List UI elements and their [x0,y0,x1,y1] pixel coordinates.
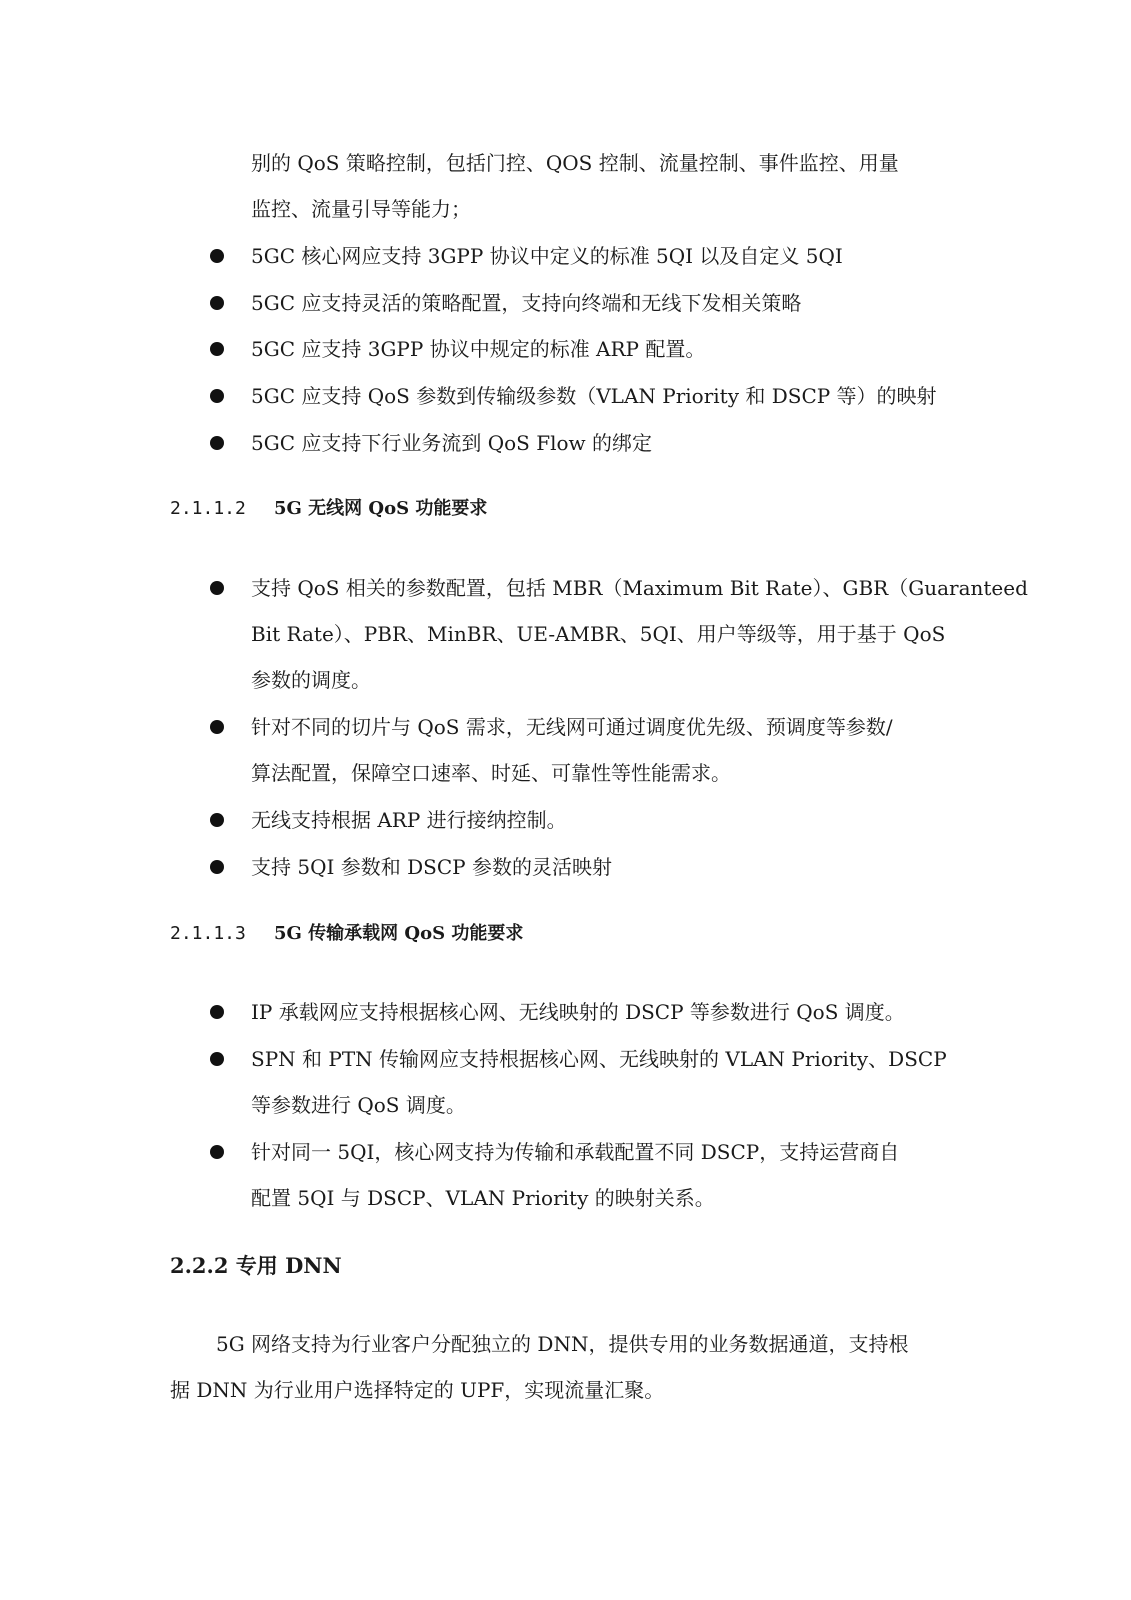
intro-line-1: 别的 QoS 策略控制，包括门控、QOS 控制、流量控制、事件监控、用量 [251,151,899,175]
bullet-icon [210,249,224,263]
section-number: 2.1.1.2 [170,498,246,519]
bullet-line: 针对不同的切片与 QoS 需求，无线网可通过调度优先级、预调度等参数/ [251,715,893,739]
dnn-paragraph [170,1321,970,1413]
bullet-line: 等参数进行 QoS 调度。 [251,1093,466,1117]
section-heading-2113 [170,919,523,949]
bullet-text: 5GC 核心网应支持 3GPP 协议中定义的标准 5QI 以及自定义 5QI [251,244,843,268]
core-bullet-1 [210,233,970,279]
intro-line-2: 监控、流量引导等能力； [251,197,471,221]
bullet-line: SPN 和 PTN 传输网应支持根据核心网、无线映射的 VLAN Priority、DSCP [251,1047,947,1071]
wireless-bullet-1 [210,565,1028,703]
transport-bullet-3 [210,1129,970,1221]
transport-bullet-1 [210,989,970,1035]
core-bullet-4 [210,373,970,419]
bullet-line: Bit Rate）、PBR、MinBR、UE-AMBR、5QI、用户等级等，用于基于 QoS [251,622,946,646]
section-title: 5G 传输承载网 QoS 功能要求 [274,923,524,944]
bullet-line: 配置 5QI 与 DSCP、VLAN Priority 的映射关系。 [251,1186,715,1210]
wireless-bullet-3 [210,797,970,843]
section-title: 5G 无线网 QoS 功能要求 [274,498,488,519]
core-bullet-2 [210,280,970,326]
wireless-bullet-2 [210,704,970,796]
bullet-line: 无线支持根据 ARP 进行接纳控制。 [251,808,567,832]
bullet-icon [210,342,224,356]
bullet-icon [210,813,224,827]
bullet-icon [210,436,224,450]
bullet-line: 支持 QoS 相关的参数配置，包括 MBR（Maximum Bit Rate）、GBR（Guaranteed [251,576,1028,600]
bullet-line: 参数的调度。 [251,668,371,692]
bullet-line: 支持 5QI 参数和 DSCP 参数的灵活映射 [251,855,612,879]
bullet-text: 5GC 应支持下行业务流到 QoS Flow 的绑定 [251,431,653,455]
bullet-line: 针对同一 5QI，核心网支持为传输和承载配置不同 DSCP，支持运营商自 [251,1140,900,1164]
bullet-text: 5GC 应支持 3GPP 协议中规定的标准 ARP 配置。 [251,337,706,361]
section-number: 2.1.1.3 [170,923,246,944]
bullet-icon [210,1052,224,1066]
bullet-icon [210,296,224,310]
bullet-line: 算法配置，保障空口速率、时延、可靠性等性能需求。 [251,761,731,785]
bullet-text: 5GC 应支持 QoS 参数到传输级参数（VLAN Priority 和 DSCP 等）的映射 [251,384,937,408]
transport-bullet-2 [210,1036,970,1128]
bullet-icon [210,389,224,403]
bullet-text: 5GC 应支持灵活的策略配置，支持向终端和无线下发相关策略 [251,291,802,315]
bullet-icon [210,1145,224,1159]
bullet-icon [210,720,224,734]
bullet-icon [210,581,224,595]
bullet-line: IP 承载网应支持根据核心网、无线映射的 DSCP 等参数进行 QoS 调度。 [251,1000,905,1024]
wireless-bullet-4 [210,844,970,890]
paragraph-line: 5G 网络支持为行业客户分配独立的 DNN，提供专用的业务数据通道，支持根 [216,1332,909,1356]
paragraph-line: 据 DNN 为行业用户选择特定的 UPF，实现流量汇聚。 [170,1378,665,1402]
section-heading-222: 2.2.2 专用 DNN [170,1253,342,1278]
bullet-icon [210,860,224,874]
section-heading-2112 [170,494,487,524]
bullet-icon [210,1005,224,1019]
core-bullet-3 [210,326,970,372]
core-bullet-5 [210,420,970,466]
